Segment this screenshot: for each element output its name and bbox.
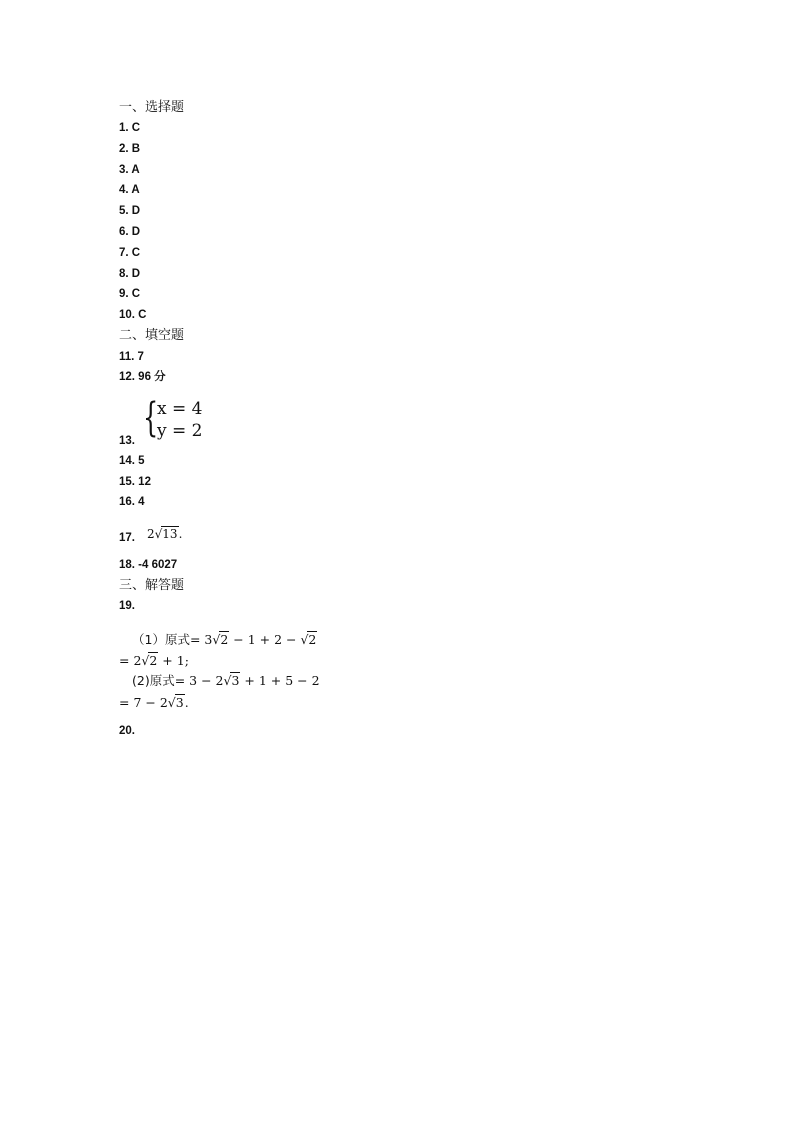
- choice-answer-9: 9. C: [119, 288, 141, 300]
- solution-line-2: [119, 653, 189, 669]
- square-root: √13: [154, 527, 178, 541]
- equation-y: y = 2: [157, 421, 203, 441]
- answer-19-label: 19.: [119, 600, 135, 612]
- section-heading-choice: 一、选择题: [119, 99, 185, 114]
- choice-answer-2: 2. B: [119, 143, 141, 155]
- fill-answer-12: 12. 96 分: [119, 371, 166, 383]
- radicand: 2: [149, 653, 158, 668]
- fill-answer-11: 11. 7: [119, 351, 144, 363]
- choice-answer-5: 5. D: [119, 205, 141, 217]
- section-heading-answer: 三、解答题: [119, 577, 185, 592]
- solution-line-1: [132, 632, 317, 648]
- expr-part: − 1 + 2 −: [229, 632, 301, 647]
- expr-part: .: [184, 695, 189, 710]
- solution-line-3: [132, 673, 320, 689]
- period: .: [178, 527, 183, 541]
- radicand: 2: [308, 632, 317, 647]
- square-root: √2: [212, 632, 229, 647]
- expr-part: + 1 + 5 − 2: [240, 673, 320, 688]
- expr-part: = 3: [189, 632, 213, 647]
- fill-answer-13-label: 13.: [119, 435, 135, 447]
- expr-part: + 1;: [158, 653, 189, 668]
- choice-answer-1: 1. C: [119, 122, 141, 134]
- square-root: √2: [141, 653, 158, 668]
- solution-line-4: [119, 695, 189, 711]
- left-brace: {: [143, 395, 159, 441]
- fill-answer-17-math: [147, 526, 182, 542]
- section-heading-fill: 二、填空题: [119, 327, 185, 342]
- square-root: √3: [223, 673, 240, 688]
- choice-answer-3: 3. A: [119, 164, 140, 176]
- equation-x: x = 4: [157, 399, 203, 419]
- equation-system: [143, 396, 223, 442]
- square-root: √3: [167, 695, 184, 710]
- expr-part: = 3 − 2: [174, 673, 224, 688]
- answer-20-label: 20.: [119, 725, 135, 737]
- fill-answer-18: 18. -4 6027: [119, 559, 178, 571]
- choice-answer-7: 7. C: [119, 247, 141, 259]
- choice-answer-10: 10. C: [119, 309, 147, 321]
- choice-answer-6: 6. D: [119, 226, 141, 238]
- fill-answer-17-label: 17.: [119, 532, 135, 544]
- choice-answer-8: 8. D: [119, 268, 141, 280]
- expr-part: = 2: [119, 653, 142, 668]
- square-root: √2: [300, 632, 317, 647]
- radicand: 2: [220, 632, 229, 647]
- part-2-label: (2)原式: [132, 673, 175, 688]
- fill-answer-15: 15. 12: [119, 476, 151, 488]
- fill-answer-16: 16. 4: [119, 496, 145, 508]
- expr-part: = 7 − 2: [119, 695, 168, 710]
- radicand: 3: [175, 695, 184, 710]
- coefficient: 2: [147, 527, 155, 541]
- part-1-label: （1）原式: [132, 632, 190, 647]
- radicand: 13: [162, 527, 178, 541]
- fill-answer-14: 14. 5: [119, 455, 145, 467]
- choice-answer-4: 4. A: [119, 184, 140, 196]
- radicand: 3: [231, 673, 240, 688]
